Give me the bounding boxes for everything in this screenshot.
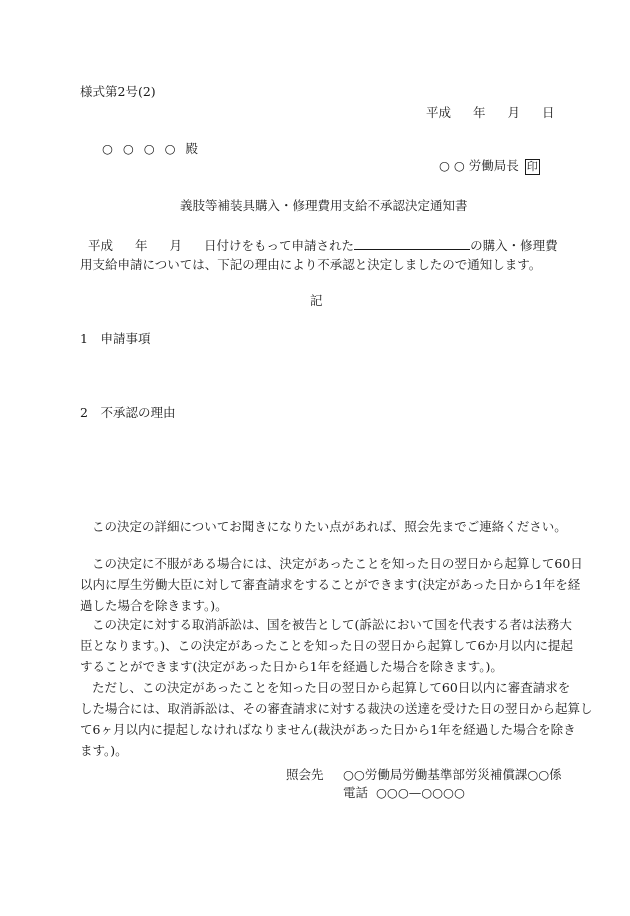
intro-date-phrase: 日付けをもって申請された [204, 238, 355, 253]
date-month: 月 [507, 105, 521, 120]
date-day: 日 [542, 105, 555, 120]
application-item-blank [354, 236, 470, 250]
intro-era: 平成 [88, 238, 114, 253]
date-year: 年 [473, 105, 486, 120]
contact-office: ○○労働局労働基準部労災補償課○○係 [343, 767, 562, 782]
ki-heading: 記 [310, 293, 323, 308]
intro-month: 月 [169, 238, 183, 253]
contact-phone-label: 電話 [343, 785, 369, 800]
issuer-name: ○ ○ 労働局長 [439, 158, 519, 173]
appeal-line: て6ヶ月以内に提起しなければなりません(裁決があった日から1年を経過した場合を除き [80, 722, 576, 737]
appeal-line: 過した場合を除きます。)。 [80, 598, 228, 613]
date-era: 平成 [426, 105, 452, 120]
section-refusal-reason: 2 不承認の理由 [80, 405, 176, 420]
contact-label: 照会先 [286, 767, 324, 782]
appeal-line: した場合には、取消訴訟は、その審査請求に対する裁決の送達を受けた日の翌日から起算し [80, 701, 593, 716]
intro-year: 年 [135, 238, 148, 253]
intro-line-1 [88, 236, 558, 254]
issuer [439, 158, 540, 175]
addressee: ○ ○ ○ ○ 殿 [102, 141, 199, 156]
document-title: 義肢等補装具購入・修理費用支給不承認決定通知書 [180, 198, 468, 213]
inquiry-note: この決定の詳細についてお聞きになりたい点があれば、照会先までご連絡ください。 [92, 519, 567, 534]
appeal-line: この決定に不服がある場合には、決定があったことを知った日の翌日から起算して60日 [92, 556, 583, 571]
appeal-line: ます。)。 [80, 743, 128, 758]
appeal-line: 臣となります。)、この決定があったことを知った日の翌日から起算して6か月以内に提起 [80, 638, 573, 653]
intro-line-2: 用支給申請については、下記の理由により不承認と決定しましたので通知します。 [80, 257, 542, 272]
appeal-line: することができます(決定があった日から1年を経過した場合を除きます。)。 [80, 659, 503, 674]
appeal-line: この決定に対する取消訴訟は、国を被告として(訴訟において国を代表する者は法務大 [92, 617, 572, 632]
intro-after-blank: の購入・修理費 [470, 238, 558, 253]
seal-mark: 印 [526, 159, 538, 173]
appeal-line: ただし、この決定があったことを知った日の翌日から起算して60日以内に審査請求を [92, 680, 571, 695]
appeal-line: 以内に厚生労働大臣に対して審査請求をすることができます(決定があった日から1年を経 [80, 577, 581, 592]
section-application-items: 1 申請事項 [80, 331, 151, 346]
contact-phone-number: ○○○—○○○○ [376, 785, 465, 800]
form-number: 様式第2号(2) [80, 84, 156, 99]
date-line [426, 105, 555, 121]
